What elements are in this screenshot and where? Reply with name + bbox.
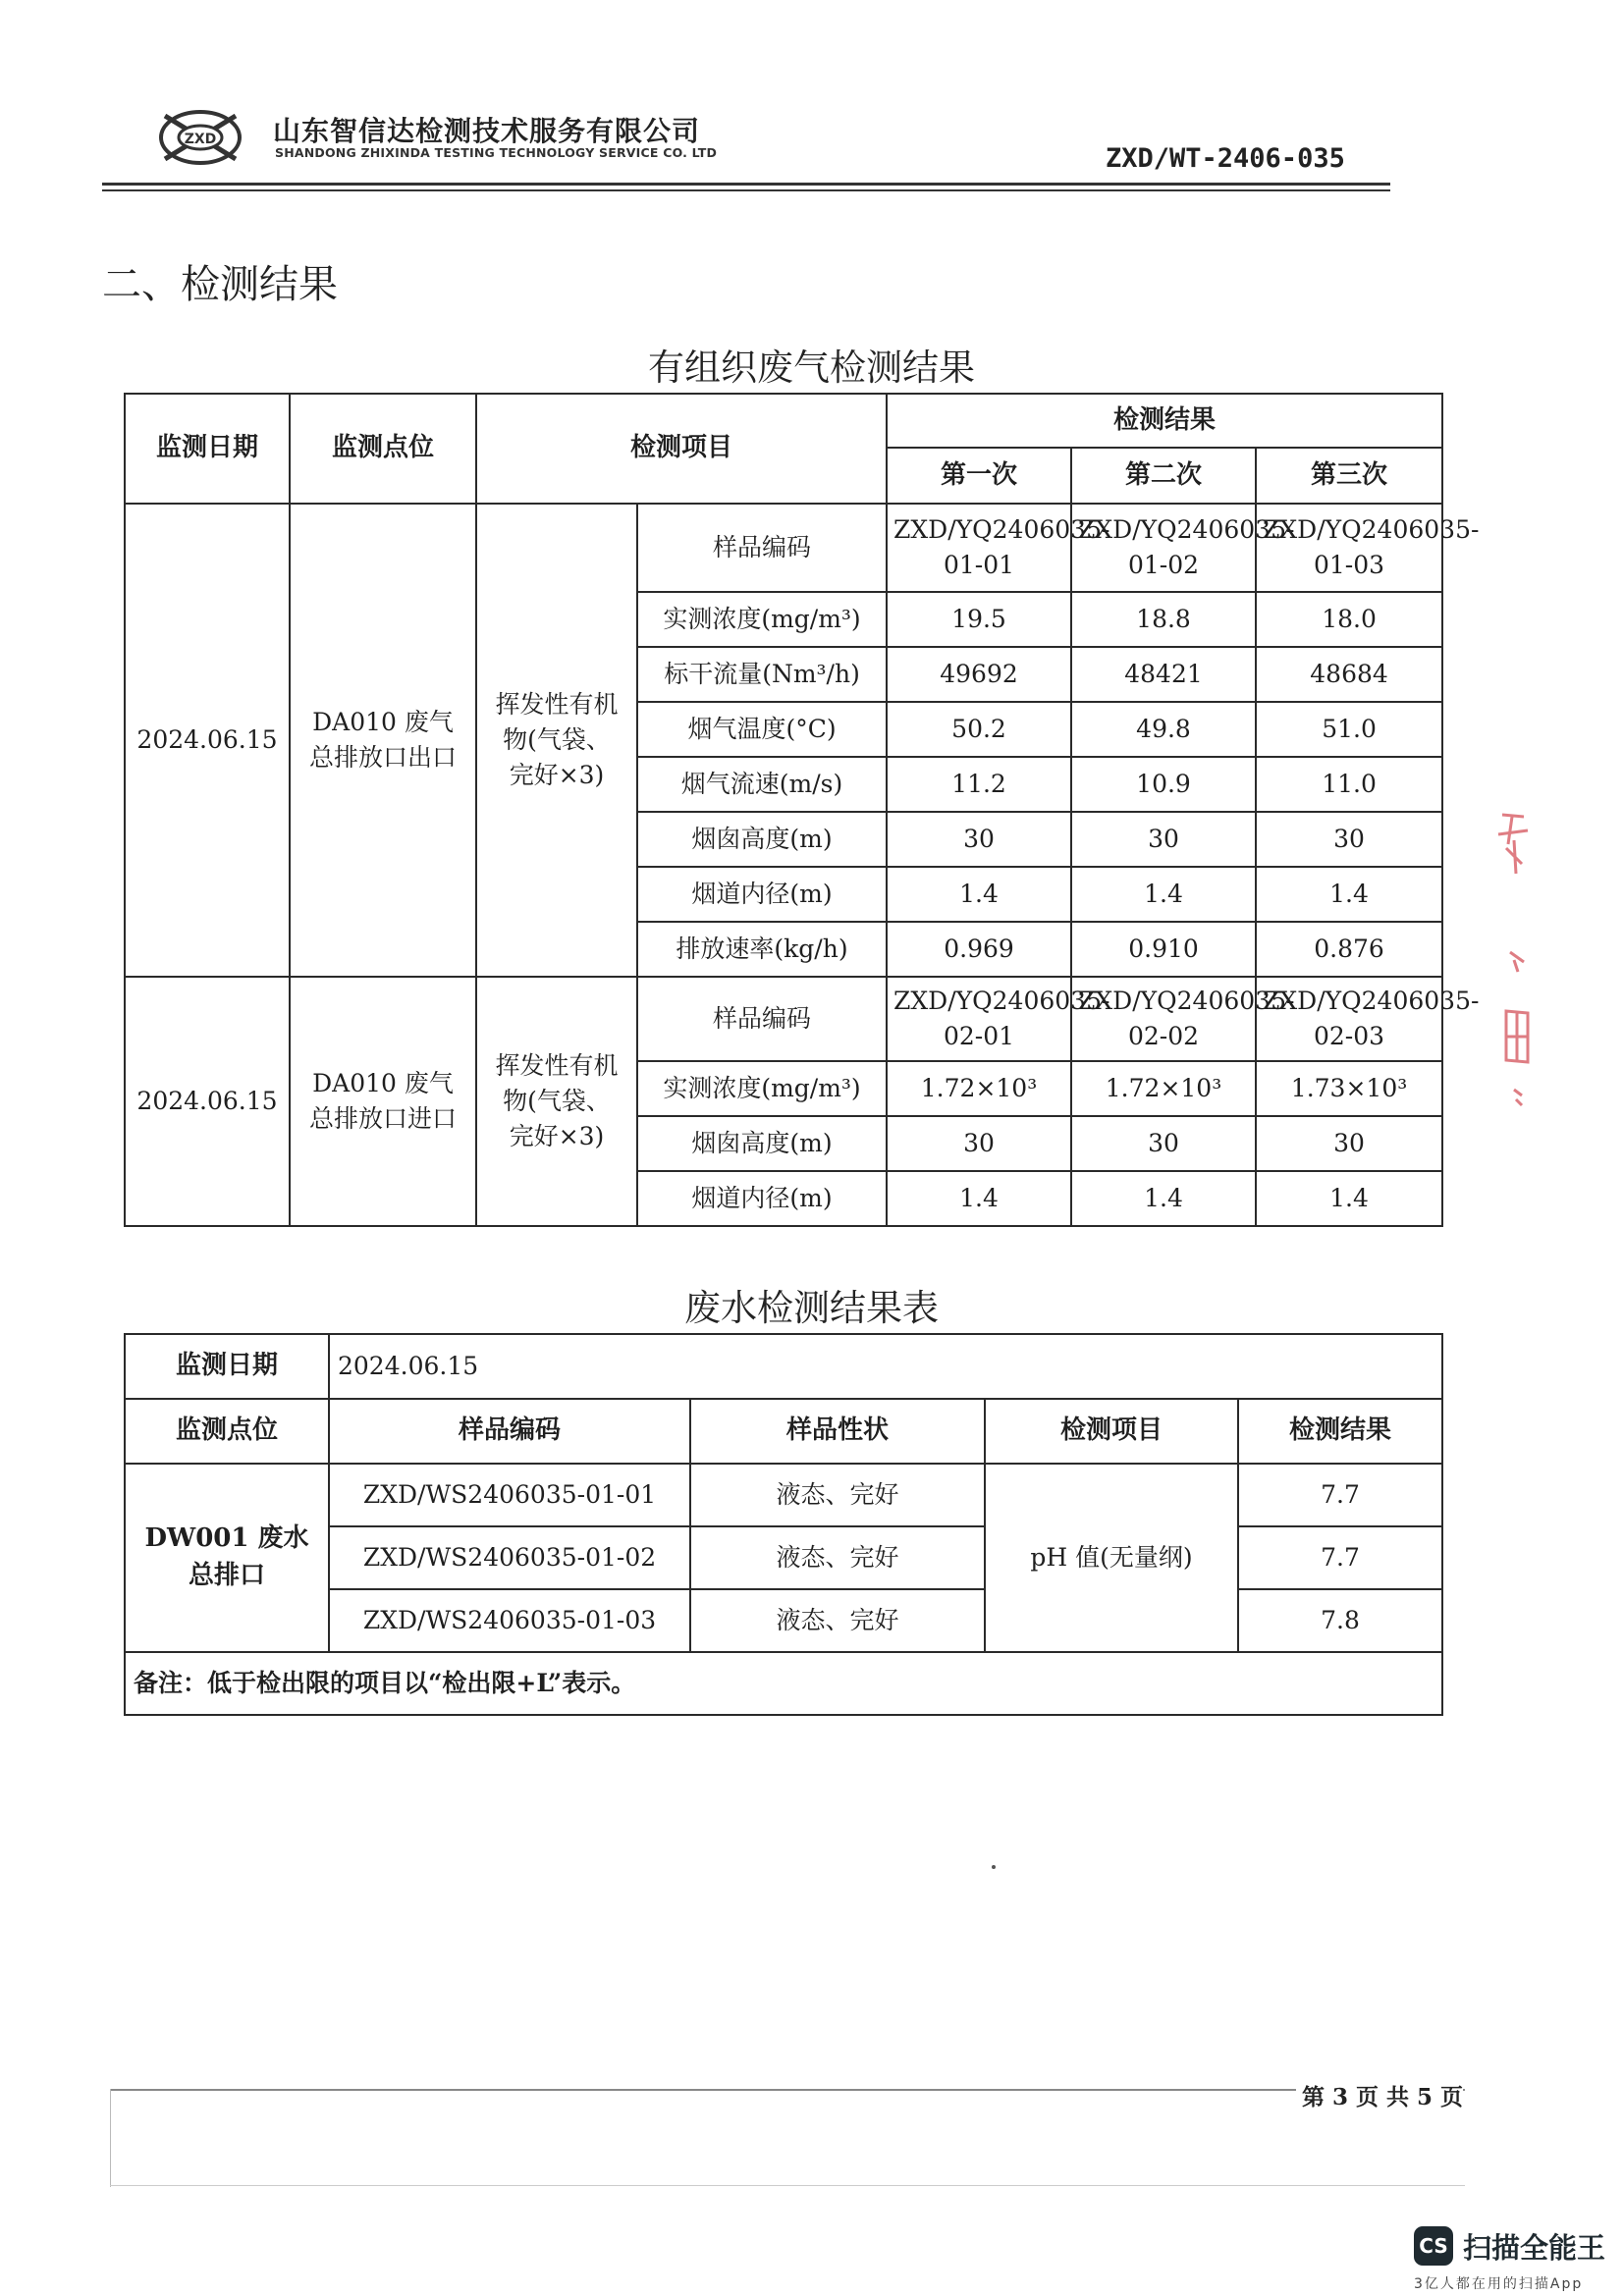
value-cell: ZXD/YQ2406035-01-02 xyxy=(1071,504,1256,592)
value-cell: 1.4 xyxy=(1071,867,1256,922)
param-cell: 烟道内径(m) xyxy=(637,1171,887,1226)
value-cell: 1.4 xyxy=(1256,1171,1442,1226)
value-cell: 11.0 xyxy=(1256,757,1442,812)
value-cell: ZXD/YQ2406035-01-03 xyxy=(1256,504,1442,592)
gas-item-cell: 挥发性有机物(气袋、完好×3) xyxy=(476,504,637,977)
value-cell: 0.876 xyxy=(1256,922,1442,977)
water-code-cell: ZXD/WS2406035-01-02 xyxy=(329,1526,690,1589)
value-cell: 30 xyxy=(1071,1116,1256,1171)
value-cell: 50.2 xyxy=(887,702,1071,757)
param-cell: 烟道内径(m) xyxy=(637,867,887,922)
gas-item-cell: 挥发性有机物(气袋、完好×3) xyxy=(476,977,637,1226)
value-cell: 30 xyxy=(887,812,1071,867)
value-cell: 19.5 xyxy=(887,592,1071,647)
header-rule-thin xyxy=(102,189,1390,191)
header-result: 检测结果 xyxy=(887,394,1442,448)
water-header-point: 监测点位 xyxy=(125,1399,329,1464)
water-code-cell: ZXD/WS2406035-01-01 xyxy=(329,1464,690,1526)
water-state-cell: 液态、完好 xyxy=(690,1464,985,1526)
value-cell: 18.0 xyxy=(1256,592,1442,647)
value-cell: 11.2 xyxy=(887,757,1071,812)
water-header-code: 样品编码 xyxy=(329,1399,690,1464)
value-cell: 48684 xyxy=(1256,647,1442,702)
param-cell: 标干流量(Nm³/h) xyxy=(637,647,887,702)
gas-table-title: 有组织废气检测结果 xyxy=(648,347,975,389)
footer-bottom-rule xyxy=(110,2185,1465,2186)
param-cell: 烟气流速(m/s) xyxy=(637,757,887,812)
value-cell: 1.72×10³ xyxy=(887,1061,1071,1116)
value-cell: 1.72×10³ xyxy=(1071,1061,1256,1116)
value-cell: 30 xyxy=(887,1116,1071,1171)
company-name-cn: 山东智信达检测技术服务有限公司 xyxy=(273,115,701,147)
param-cell: 样品编码 xyxy=(637,504,887,592)
value-cell: 18.8 xyxy=(1071,592,1256,647)
svg-text:ZXD: ZXD xyxy=(184,132,217,147)
water-state-cell: 液态、完好 xyxy=(690,1589,985,1652)
value-cell: ZXD/YQ2406035-02-01 xyxy=(887,977,1071,1061)
header-point: 监测点位 xyxy=(290,394,476,504)
param-cell: 实测浓度(mg/m³) xyxy=(637,1061,887,1116)
section-title: 二、检测结果 xyxy=(102,262,338,307)
water-header-result: 检测结果 xyxy=(1238,1399,1442,1464)
report-number: ZXD/WT-2406-035 xyxy=(1106,143,1345,174)
water-table-title: 废水检测结果表 xyxy=(684,1287,939,1329)
value-cell: 1.4 xyxy=(887,1171,1071,1226)
water-code-cell: ZXD/WS2406035-01-03 xyxy=(329,1589,690,1652)
page-number: 第 3 页 共 5 页 xyxy=(1296,2079,1463,2111)
header-run3: 第三次 xyxy=(1256,448,1442,504)
value-cell: ZXD/YQ2406035-02-02 xyxy=(1071,977,1256,1061)
param-cell: 烟囱高度(m) xyxy=(637,1116,887,1171)
value-cell: 49692 xyxy=(887,647,1071,702)
water-date-label: 监测日期 xyxy=(125,1334,329,1399)
value-cell: 10.9 xyxy=(1071,757,1256,812)
water-point-cell: DW001 废水总排口 xyxy=(125,1464,329,1652)
value-cell: 48421 xyxy=(1071,647,1256,702)
water-header-state: 样品性状 xyxy=(690,1399,985,1464)
gas-date-cell: 2024.06.15 xyxy=(125,977,290,1226)
company-name-en: SHANDONG ZHIXINDA TESTING TECHNOLOGY SERVICE CO. LTD xyxy=(275,145,718,160)
value-cell: 30 xyxy=(1256,812,1442,867)
param-cell: 烟气温度(°C) xyxy=(637,702,887,757)
value-cell: 30 xyxy=(1256,1116,1442,1171)
water-result-cell: 7.7 xyxy=(1238,1526,1442,1589)
water-state-cell: 液态、完好 xyxy=(690,1526,985,1589)
header-rule xyxy=(102,183,1390,186)
gas-point-cell: DA010 废气总排放口进口 xyxy=(290,977,476,1226)
value-cell: 49.8 xyxy=(1071,702,1256,757)
value-cell: ZXD/YQ2406035-01-01 xyxy=(887,504,1071,592)
value-cell: 0.969 xyxy=(887,922,1071,977)
value-cell: 30 xyxy=(1071,812,1256,867)
gas-point-cell: DA010 废气总排放口出口 xyxy=(290,504,476,977)
water-date-value: 2024.06.15 xyxy=(329,1334,1442,1399)
water-result-cell: 7.8 xyxy=(1238,1589,1442,1652)
water-header-item: 检测项目 xyxy=(985,1399,1238,1464)
camscanner-slogan: 3亿人都在用的扫描App xyxy=(1414,2276,1584,2292)
footer-rule xyxy=(110,2089,1465,2091)
header-run2: 第二次 xyxy=(1071,448,1256,504)
header-date: 监测日期 xyxy=(125,394,290,504)
value-cell: 51.0 xyxy=(1256,702,1442,757)
seal-fragment-icon xyxy=(1485,805,1543,1119)
param-cell: 实测浓度(mg/m³) xyxy=(637,592,887,647)
header-item: 检测项目 xyxy=(476,394,887,504)
value-cell: 0.910 xyxy=(1071,922,1256,977)
value-cell: 1.4 xyxy=(1256,867,1442,922)
param-cell: 烟囱高度(m) xyxy=(637,812,887,867)
value-cell: 1.73×10³ xyxy=(1256,1061,1442,1116)
water-result-cell: 7.7 xyxy=(1238,1464,1442,1526)
camscanner-logo-icon: CS xyxy=(1414,2226,1453,2266)
camscanner-name: 扫描全能王 xyxy=(1463,2231,1606,2265)
value-cell: 1.4 xyxy=(1071,1171,1256,1226)
param-cell: 样品编码 xyxy=(637,977,887,1061)
footer-edge xyxy=(110,2089,111,2187)
water-item-cell: pH 值(无量纲) xyxy=(985,1464,1238,1652)
value-cell: 1.4 xyxy=(887,867,1071,922)
gas-date-cell: 2024.06.15 xyxy=(125,504,290,977)
company-logo-icon xyxy=(145,96,253,177)
param-cell: 排放速率(kg/h) xyxy=(637,922,887,977)
value-cell: ZXD/YQ2406035-02-03 xyxy=(1256,977,1442,1061)
gas-results-table xyxy=(124,393,1480,1227)
water-results-table xyxy=(124,1333,1443,1716)
scan-speck xyxy=(992,1865,996,1869)
header-run1: 第一次 xyxy=(887,448,1071,504)
water-note: 备注：低于检出限的项目以“检出限+L”表示。 xyxy=(125,1652,1442,1715)
